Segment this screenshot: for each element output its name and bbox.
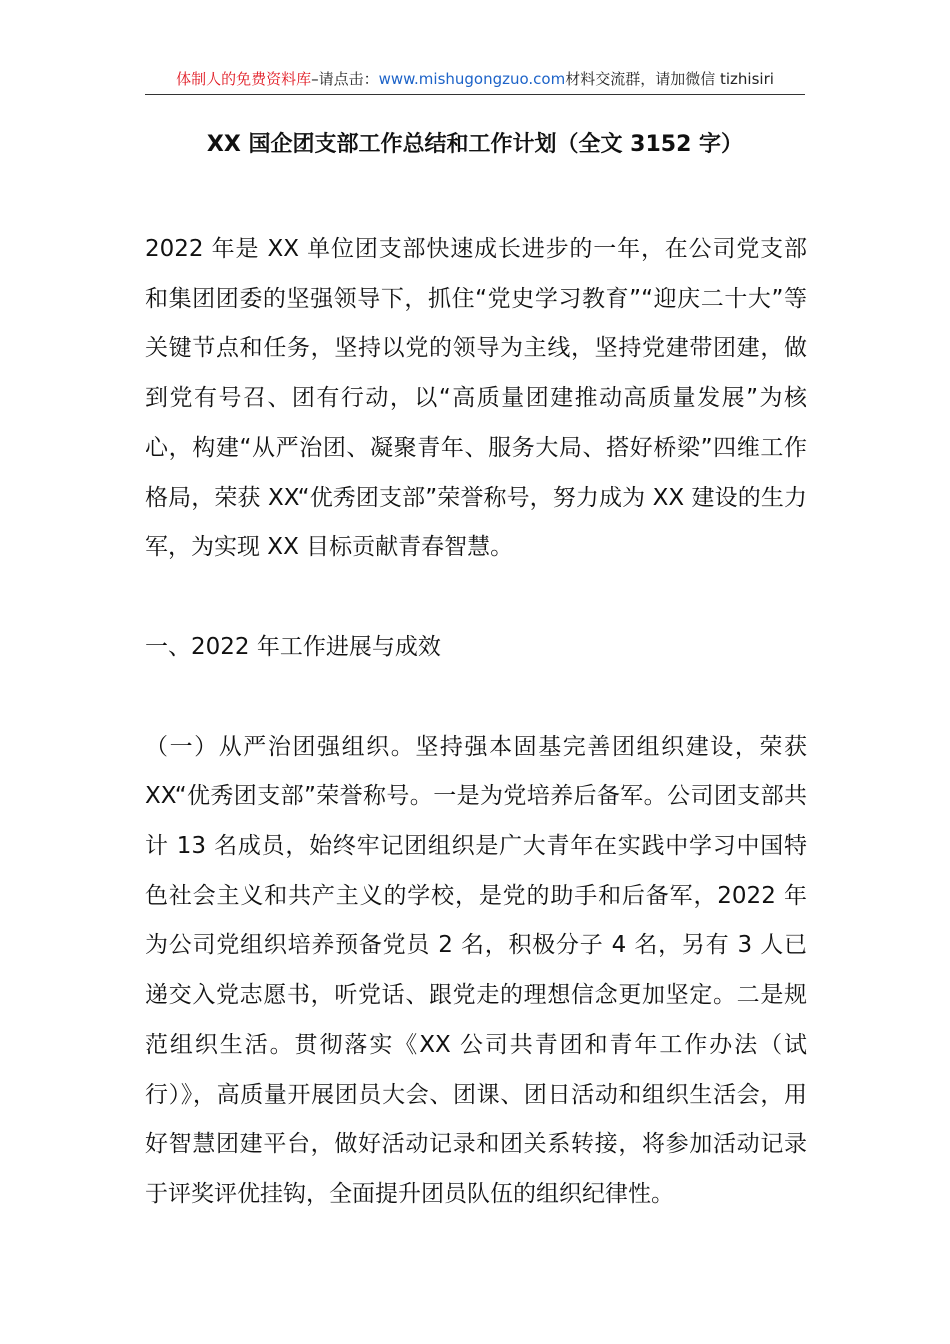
document-title: XX 国企团支部工作总结和工作计划（全文 3152 字）	[206, 132, 744, 157]
document-body	[145, 225, 807, 1220]
header-url-link[interactable]: www.mishugongzuo.com	[378, 70, 566, 88]
intro-paragraph: 2022 年是 XX 单位团支部快速成长进步的一年，在公司党支部和集团团委的坚强领导下，抓住“党史学习教育”“迎庆二十大”等关键节点和任务，坚持以党的领导为主线，坚持党建带团建，做到党有号召、团有行动，以“高质量团建推动高质量发展”为核心，构建“从严治团、凝聚青年、服务大局、搭好桥梁”四维工作格局，荣获 XX“优秀团支部”荣誉称号，努力成为 XX 建设的生力军，为实现 XX 目标贡献青春智慧。	[145, 236, 807, 561]
header-brand: 体制人的免费资料库	[176, 70, 312, 88]
header-extra-info: 材料交流群，请加微信 tizhisiri	[565, 70, 774, 88]
header-prompt: –请点击：	[311, 70, 379, 88]
page-header-banner	[145, 68, 805, 95]
section1-paragraph: （一）从严治团强组织。坚持强本固基完善团组织建设，荣获 XX“优秀团支部”荣誉称号。一是为党培养后备军。公司团支部共计 13 名成员，始终牢记团组织是广大青年在实践中学习中国特色社会主义和共产主义的学校，是党的助手和后备军，2022 年为公司党组织培养预备党员 2 名，积极分子 4 名，另有 3 人已递交入党志愿书，听党话、跟党走的理想信念更加坚定。二是规范组织生活。贯彻落实《XX 公司共青团和青年工作办法（试行）》，高质量开展团员大会、团课、团日活动和组织生活会，用好智慧团建平台，做好活动记录和团关系转接，将参加活动记录于评奖评优挂钩，全面提升团员队伍的组织纪律性。	[145, 733, 807, 1207]
section-heading: 一、2022 年工作进展与成效	[145, 633, 441, 660]
